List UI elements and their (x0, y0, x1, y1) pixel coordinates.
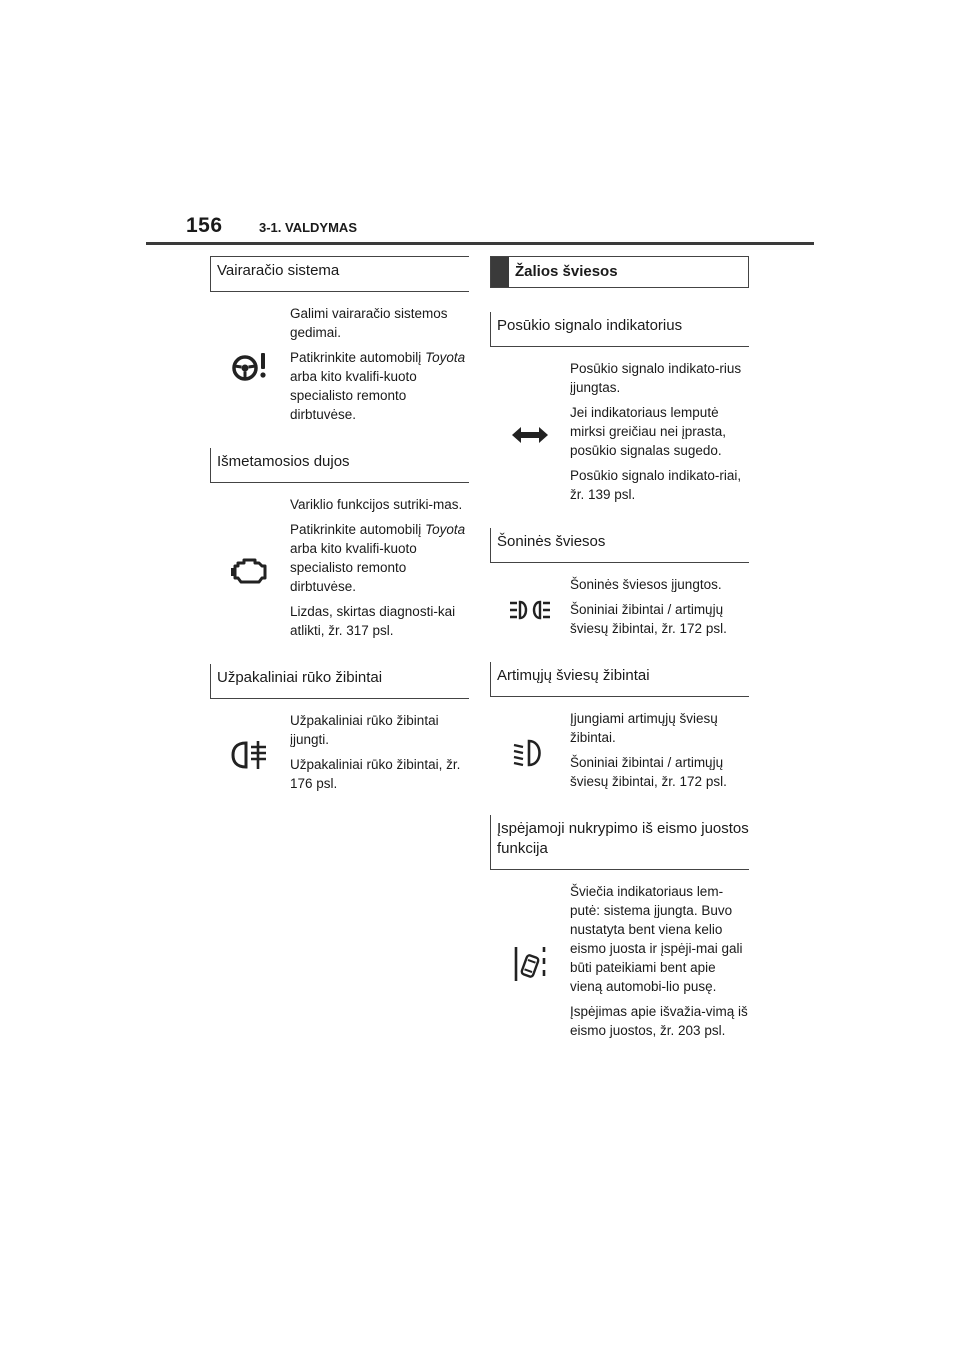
text-fragment: Patikrinkite automobilį (290, 522, 422, 537)
description-text: Lizdas, skirtas diagnosti-kai atlikti, žr. 317 psl. (290, 604, 456, 638)
description-text (290, 520, 469, 596)
indicator-row (490, 709, 749, 797)
brand-name: Toyota (425, 522, 466, 537)
side-lights-icon (490, 575, 570, 644)
lane-departure-icon (490, 882, 570, 1046)
indicator-row (490, 359, 749, 510)
description-text: Posūkio signalo indikato-riai, žr. 139 psl. (570, 468, 742, 502)
right-column (490, 256, 749, 1064)
description-text: Jei indikatoriaus lemputė mirksi greičiau nei įprasta, posūkio signalas sugedo. (570, 405, 727, 458)
brand-name: Toyota (425, 350, 466, 365)
description-text: Šoniniai žibintai / artimųjų šviesų žibintai, žr. 172 psl. (570, 755, 727, 789)
section-heading: Išmetamosios dujos (210, 448, 469, 483)
section-heading: Įspėjamoji nukrypimo iš eismo juostos funkcija (490, 815, 749, 870)
steering-warning-icon (210, 304, 290, 430)
group-heading (490, 256, 749, 288)
section-heading: Užpakaliniai rūko žibintai (210, 664, 469, 699)
heading-bar (491, 257, 509, 287)
description-text: Posūkio signalo indikato-rius įjungtas. (570, 361, 742, 395)
page-number: 156 (186, 214, 223, 237)
section-heading: Vairaračio sistema (210, 256, 469, 292)
description-text: Įjungiami artimųjų šviesų žibintai. (570, 711, 718, 745)
text-fragment: arba kito kvalifi-kuoto specialisto remonto dirbtuvėse. (290, 541, 417, 594)
header-rule (146, 242, 814, 245)
check-engine-icon (210, 495, 290, 646)
description-text: Šoninės šviesos įjungtos. (570, 577, 722, 592)
section-heading: Šoninės šviesos (490, 528, 749, 563)
description-text: Galimi vairaračio sistemos gedimai. (290, 306, 448, 340)
left-column (210, 256, 469, 817)
text-fragment: Patikrinkite automobilį (290, 350, 422, 365)
description-text: Šoniniai žibintai / artimųjų šviesų žibintai, žr. 172 psl. (570, 602, 727, 636)
description-text: Užpakaliniai rūko žibintai įjungti. (290, 713, 439, 747)
description-text: Šviečia indikatoriaus lem-putė: sistema įjungta. Buvo nustatyta bent viena kelio eismo juosta ir įspėji-mai gali būti pateikiami bent apie vieną automobi-lio pusę. (570, 884, 743, 994)
text-fragment: arba kito kvalifi-kuoto specialisto remonto dirbtuvėse. (290, 369, 417, 422)
section-heading: Posūkio signalo indikatorius (490, 312, 749, 347)
indicator-row (210, 495, 469, 646)
indicator-row (210, 711, 469, 799)
indicator-row (490, 882, 749, 1046)
rear-fog-light-icon (210, 711, 290, 799)
section-label: 3-1. VALDYMAS (259, 220, 357, 235)
group-heading-text: Žalios šviesos (515, 263, 618, 280)
section-heading: Artimųjų šviesų žibintai (490, 662, 749, 697)
description-text: Užpakaliniai rūko žibintai, žr. 176 psl. (290, 757, 461, 791)
description-text: Variklio funkcijos sutriki-mas. (290, 497, 463, 512)
indicator-row (210, 304, 469, 430)
turn-signal-icon (490, 359, 570, 510)
description-text: Įspėjimas apie išvažia-vimą iš eismo juostos, žr. 203 psl. (570, 1004, 748, 1038)
low-beam-icon (490, 709, 570, 797)
description-text (290, 348, 469, 424)
indicator-row (490, 575, 749, 644)
